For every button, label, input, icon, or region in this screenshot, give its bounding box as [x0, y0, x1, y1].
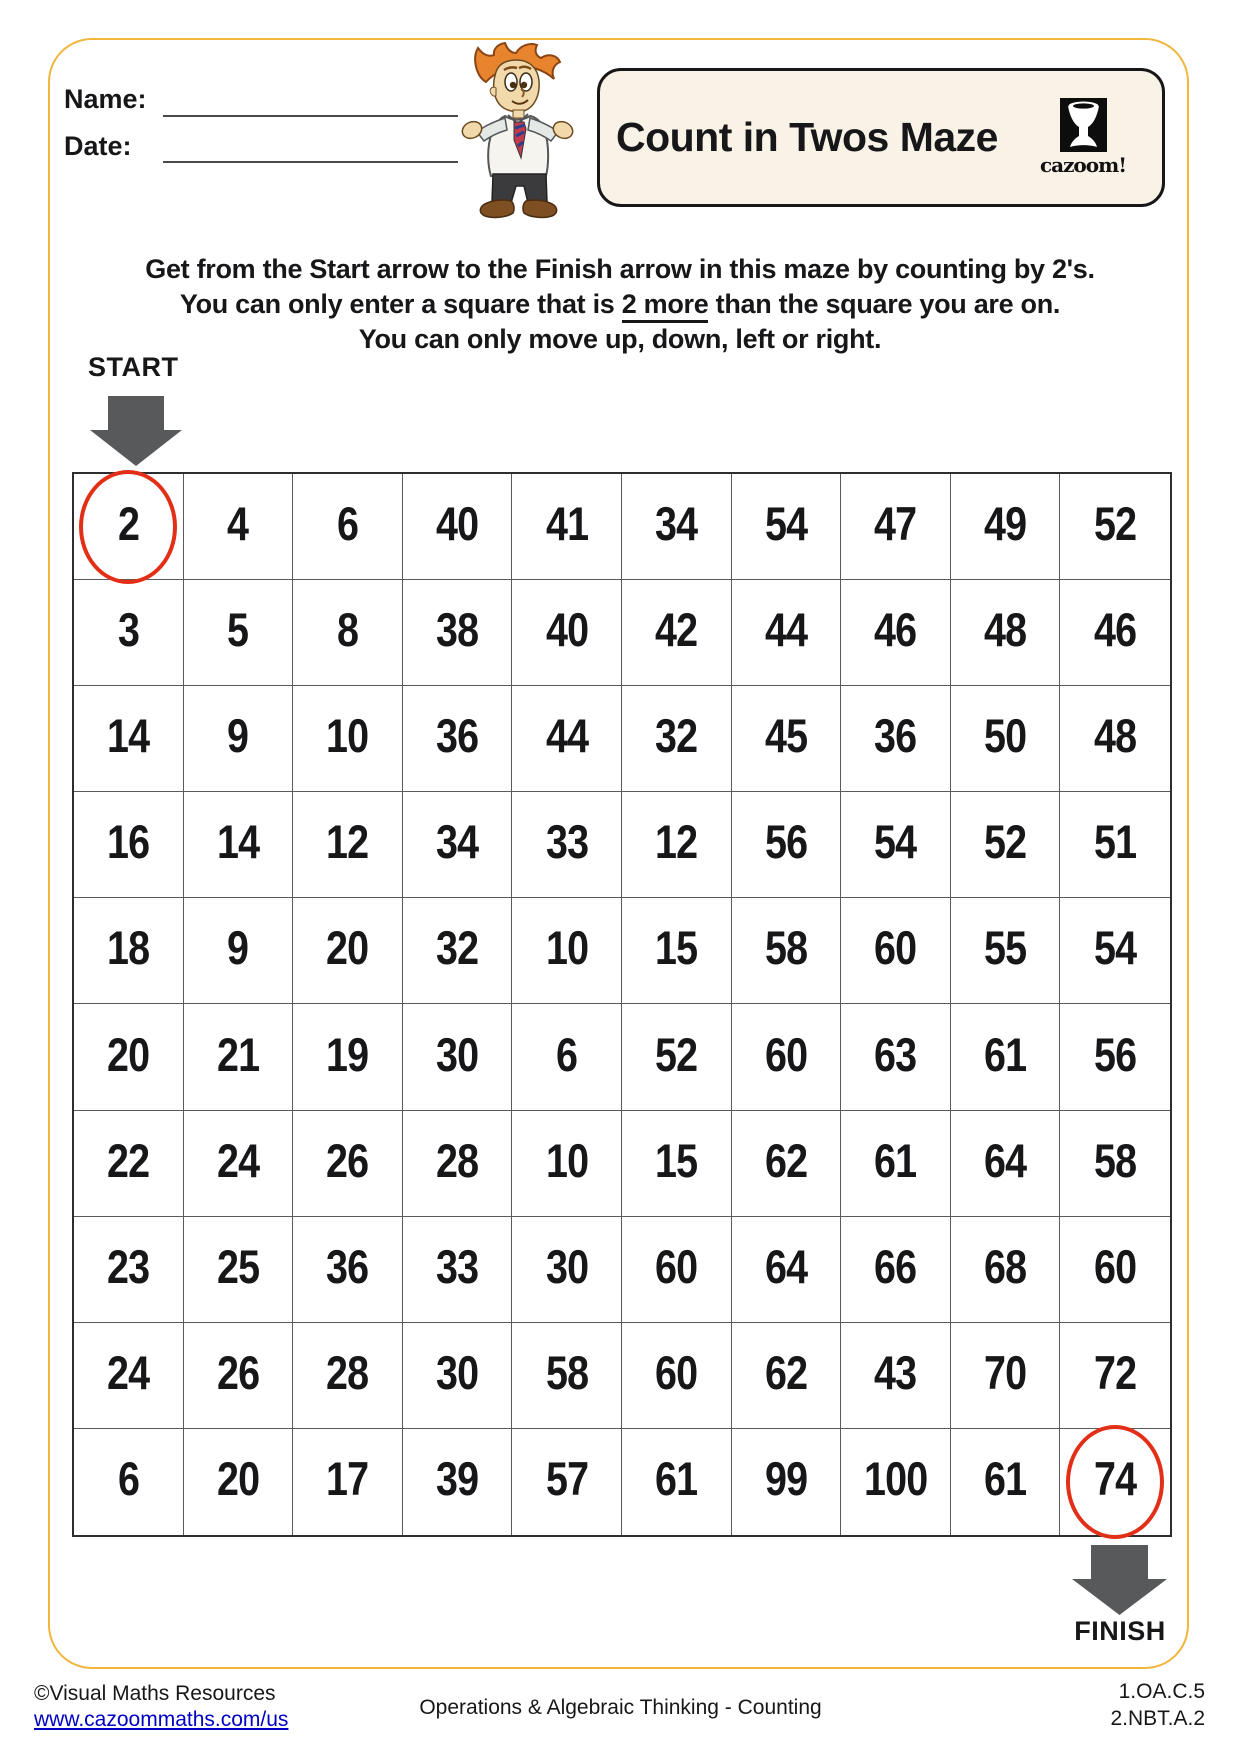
maze-cell-r10c4	[403, 1429, 513, 1535]
maze-cell-value: 30	[435, 1027, 479, 1081]
maze-cell-value: 39	[435, 1452, 479, 1506]
maze-cell-r9c4	[403, 1323, 513, 1429]
maze-cell-value: 30	[545, 1239, 588, 1293]
maze-cell-r6c3	[293, 1004, 403, 1110]
maze-cell-value: 40	[545, 603, 588, 657]
maze-cell-value: 18	[107, 921, 150, 975]
mascot-illustration	[458, 42, 583, 237]
instructions-line-2: You can only enter a square that is 2 more than the square you are on.	[70, 287, 1170, 322]
footer-url-link[interactable]: www.cazoommaths.com/us	[34, 1708, 289, 1731]
maze-cell-r5c4	[403, 898, 513, 1004]
maze-cell-r4c10	[1060, 792, 1170, 898]
maze-cell-value: 34	[435, 815, 479, 869]
maze-cell-r7c7	[732, 1111, 842, 1217]
maze-cell-r2c10	[1060, 580, 1170, 686]
maze-cell-r2c3	[293, 580, 403, 686]
maze-cell-value: 54	[1094, 921, 1137, 975]
maze-cell-r6c8	[841, 1004, 951, 1110]
maze-cell-value: 60	[1094, 1239, 1137, 1293]
maze-cell-r7c9	[951, 1111, 1061, 1217]
maze-cell-r7c8	[841, 1111, 951, 1217]
maze-cell-value: 34	[655, 497, 698, 551]
name-label: Name:	[64, 84, 147, 114]
instructions-line-1: Get from the Start arrow to the Finish arrow in this maze by counting by 2's.	[145, 254, 1095, 284]
maze-cell-r8c6	[622, 1217, 732, 1323]
cazoom-logo-text: cazoom!	[1039, 153, 1127, 177]
maze-cell-value: 51	[1094, 815, 1137, 869]
maze-cell-value: 46	[874, 603, 917, 657]
maze-cell-r1c4	[403, 474, 513, 580]
maze-cell-value: 60	[874, 921, 917, 975]
footer-standards	[1110, 1678, 1205, 1732]
maze-cell-r9c7	[732, 1323, 842, 1429]
maze-cell-value: 5	[227, 603, 249, 657]
maze-cell-value: 61	[655, 1452, 698, 1506]
maze-cell-r1c8	[841, 474, 951, 580]
maze-cell-r2c4	[403, 580, 513, 686]
maze-cell-value: 16	[107, 815, 150, 869]
maze-cell-r8c4	[403, 1217, 513, 1323]
maze-cell-value: 4	[227, 497, 249, 551]
maze-cell-value: 26	[326, 1133, 369, 1187]
maze-cell-r7c3	[293, 1111, 403, 1217]
maze-cell-r6c7	[732, 1004, 842, 1110]
maze-cell-r9c3	[293, 1323, 403, 1429]
maze-grid	[72, 472, 1172, 1537]
maze-cell-r10c1	[74, 1429, 184, 1535]
maze-cell-value: 61	[874, 1133, 917, 1187]
maze-cell-r2c9	[951, 580, 1061, 686]
maze-cell-value: 21	[216, 1027, 260, 1081]
maze-cell-value: 58	[545, 1345, 588, 1399]
maze-cell-value: 8	[336, 603, 359, 657]
maze-cell-r1c5	[512, 474, 622, 580]
maze-cell-value: 70	[983, 1345, 1027, 1399]
maze-cell-value: 24	[216, 1133, 260, 1187]
maze-cell-r9c10	[1060, 1323, 1170, 1429]
maze-cell-value: 57	[545, 1452, 588, 1506]
maze-cell-value: 60	[764, 1027, 808, 1081]
maze-cell-r5c3	[293, 898, 403, 1004]
maze-cell-r5c5	[512, 898, 622, 1004]
maze-cell-value: 46	[1094, 603, 1137, 657]
maze-cell-r10c6	[622, 1429, 732, 1535]
maze-cell-value: 20	[107, 1027, 150, 1081]
maze-cell-r1c10	[1060, 474, 1170, 580]
maze-cell-r5c10	[1060, 898, 1170, 1004]
maze-cell-r7c4	[403, 1111, 513, 1217]
maze-cell-value: 32	[655, 709, 698, 763]
maze-cell-r6c6	[622, 1004, 732, 1110]
maze-cell-r9c6	[622, 1323, 732, 1429]
maze-cell-r6c4	[403, 1004, 513, 1110]
maze-cell-r7c10	[1060, 1111, 1170, 1217]
maze-cell-r5c2	[184, 898, 294, 1004]
maze-cell-value: 99	[764, 1452, 808, 1506]
maze-cell-r3c7	[732, 686, 842, 792]
maze-cell-r6c1	[74, 1004, 184, 1110]
maze-cell-value: 20	[326, 921, 369, 975]
maze-cell-value: 17	[326, 1452, 369, 1506]
maze-cell-value: 43	[874, 1345, 917, 1399]
maze-cell-r8c1	[74, 1217, 184, 1323]
maze-cell-r9c1	[74, 1323, 184, 1429]
maze-cell-value: 45	[764, 709, 808, 763]
start-arrow-icon	[90, 396, 182, 471]
start-label: START	[88, 352, 179, 382]
maze-cell-value: 36	[874, 709, 917, 763]
maze-cell-value: 61	[983, 1027, 1027, 1081]
maze-cell-r3c1	[74, 686, 184, 792]
maze-cell-r7c5	[512, 1111, 622, 1217]
maze-cell-r7c1	[74, 1111, 184, 1217]
maze-cell-r5c7	[732, 898, 842, 1004]
maze-cell-value: 20	[216, 1452, 260, 1506]
maze-cell-r8c7	[732, 1217, 842, 1323]
maze-cell-r3c3	[293, 686, 403, 792]
maze-cell-r10c8	[841, 1429, 951, 1535]
maze-cell-value: 44	[545, 709, 588, 763]
maze-cell-value: 6	[117, 1452, 139, 1506]
maze-cell-value: 14	[107, 709, 150, 763]
maze-cell-value: 55	[983, 921, 1027, 975]
footer-copyright: ©Visual Maths Resources	[34, 1682, 276, 1705]
maze-cell-r5c1	[74, 898, 184, 1004]
maze-cell-value: 3	[117, 603, 139, 657]
maze-cell-value: 9	[227, 709, 249, 763]
maze-cell-value: 15	[655, 1133, 698, 1187]
maze-cell-value: 62	[764, 1345, 808, 1399]
maze-cell-value: 36	[326, 1239, 369, 1293]
maze-cell-r8c3	[293, 1217, 403, 1323]
maze-cell-value: 28	[435, 1133, 479, 1187]
maze-cell-r8c8	[841, 1217, 951, 1323]
maze-cell-r1c2	[184, 474, 294, 580]
maze-cell-value: 52	[1094, 497, 1137, 551]
maze-cell-r9c9	[951, 1323, 1061, 1429]
instructions	[70, 252, 1170, 357]
maze-cell-r4c8	[841, 792, 951, 898]
maze-cell-r5c6	[622, 898, 732, 1004]
maze-cell-r6c2	[184, 1004, 294, 1110]
standard-code: 1.OA.C.5	[1118, 1680, 1205, 1703]
maze-cell-value: 24	[107, 1345, 150, 1399]
maze-cell-value: 6	[336, 497, 359, 551]
maze-cell-value: 66	[874, 1239, 917, 1293]
maze-cell-r4c3	[293, 792, 403, 898]
maze-cell-r10c9	[951, 1429, 1061, 1535]
maze-cell-r7c6	[622, 1111, 732, 1217]
maze-cell-value: 10	[326, 709, 369, 763]
maze-cell-value: 58	[764, 921, 808, 975]
maze-cell-value: 19	[326, 1027, 369, 1081]
maze-cell-r6c10	[1060, 1004, 1170, 1110]
maze-cell-value: 14	[216, 815, 260, 869]
maze-cell-r2c6	[622, 580, 732, 686]
maze-cell-r3c2	[184, 686, 294, 792]
maze-cell-r2c5	[512, 580, 622, 686]
maze-cell-value: 25	[216, 1239, 260, 1293]
underlined-rule: 2 more	[622, 289, 709, 323]
maze-cell-r8c2	[184, 1217, 294, 1323]
maze-cell-value: 100	[863, 1452, 928, 1506]
maze-cell-r8c10	[1060, 1217, 1170, 1323]
maze-cell-value: 42	[655, 603, 698, 657]
maze-cell-r10c7	[732, 1429, 842, 1535]
standard-code: 2.NBT.A.2	[1110, 1707, 1205, 1730]
maze-cell-r1c9	[951, 474, 1061, 580]
maze-cell-r4c9	[951, 792, 1061, 898]
footer-topic: Operations & Algebraic Thinking - Counting	[419, 1696, 822, 1719]
maze-cell-r1c3	[293, 474, 403, 580]
maze-cell-r4c7	[732, 792, 842, 898]
maze-cell-r2c7	[732, 580, 842, 686]
maze-cell-value: 38	[435, 603, 479, 657]
maze-cell-value: 12	[326, 815, 369, 869]
maze-cell-r9c5	[512, 1323, 622, 1429]
maze-cell-r6c9	[951, 1004, 1061, 1110]
maze-cell-value: 61	[983, 1452, 1027, 1506]
maze-cell-r10c3	[293, 1429, 403, 1535]
djembe-drum-icon	[1060, 98, 1107, 152]
maze-cell-r9c2	[184, 1323, 294, 1429]
maze-cell-r3c8	[841, 686, 951, 792]
maze-cell-value: 74	[1094, 1452, 1137, 1506]
maze-cell-r2c2	[184, 580, 294, 686]
maze-cell-r1c1	[74, 474, 184, 580]
maze-cell-r2c8	[841, 580, 951, 686]
maze-cell-value: 36	[435, 709, 479, 763]
maze-cell-value: 40	[435, 497, 479, 551]
page-title: Count in Twos Maze	[615, 114, 998, 160]
maze-cell-r3c6	[622, 686, 732, 792]
maze-cell-value: 63	[874, 1027, 917, 1081]
maze-cell-r10c2	[184, 1429, 294, 1535]
maze-cell-value: 48	[983, 603, 1027, 657]
maze-cell-r3c9	[951, 686, 1061, 792]
maze-cell-r10c10	[1060, 1429, 1170, 1535]
maze-cell-value: 52	[983, 815, 1027, 869]
maze-cell-value: 72	[1094, 1345, 1137, 1399]
maze-cell-value: 33	[435, 1239, 479, 1293]
maze-cell-value: 15	[655, 921, 698, 975]
maze-cell-value: 10	[545, 1133, 588, 1187]
maze-cell-r8c9	[951, 1217, 1061, 1323]
maze-cell-value: 49	[983, 497, 1027, 551]
date-label: Date:	[64, 131, 132, 161]
maze-cell-value: 64	[764, 1239, 808, 1293]
maze-cell-r10c5	[512, 1429, 622, 1535]
cazoom-logo	[1028, 98, 1138, 177]
finish-label: FINISH	[1074, 1616, 1166, 1646]
title-box	[597, 68, 1165, 207]
maze-cell-value: 28	[326, 1345, 369, 1399]
maze-cell-value: 23	[107, 1239, 150, 1293]
maze-cell-r4c1	[74, 792, 184, 898]
maze-cell-value: 26	[216, 1345, 260, 1399]
maze-cell-r3c5	[512, 686, 622, 792]
maze-cell-value: 48	[1094, 709, 1137, 763]
maze-cell-value: 6	[556, 1027, 578, 1081]
maze-cell-value: 33	[545, 815, 588, 869]
maze-cell-r1c6	[622, 474, 732, 580]
maze-cell-value: 2	[117, 497, 139, 551]
maze-cell-value: 41	[545, 497, 588, 551]
maze-cell-r5c9	[951, 898, 1061, 1004]
maze-cell-value: 62	[764, 1133, 808, 1187]
maze-cell-r1c7	[732, 474, 842, 580]
maze-cell-value: 56	[1094, 1027, 1137, 1081]
maze-cell-r4c2	[184, 792, 294, 898]
maze-cell-value: 22	[107, 1133, 150, 1187]
maze-cell-value: 32	[435, 921, 479, 975]
maze-cell-value: 9	[227, 921, 249, 975]
maze-cell-value: 56	[764, 815, 808, 869]
maze-cell-value: 52	[655, 1027, 698, 1081]
maze-cell-value: 12	[655, 815, 698, 869]
maze-cell-r5c8	[841, 898, 951, 1004]
maze-cell-value: 47	[874, 497, 917, 551]
cartoon-boy-icon	[458, 42, 583, 232]
maze-cell-r2c1	[74, 580, 184, 686]
maze-cell-value: 60	[655, 1345, 698, 1399]
maze-cell-value: 30	[435, 1345, 479, 1399]
maze-cell-r7c2	[184, 1111, 294, 1217]
maze-cell-r6c5	[512, 1004, 622, 1110]
maze-cell-value: 10	[545, 921, 588, 975]
maze-cell-r4c6	[622, 792, 732, 898]
date-input-line[interactable]	[163, 161, 458, 163]
maze-cell-value: 64	[983, 1133, 1027, 1187]
instructions-line-3: You can only move up, down, left or right.	[358, 324, 882, 354]
maze-cell-value: 54	[874, 815, 917, 869]
maze-cell-r3c4	[403, 686, 513, 792]
maze-cell-r4c4	[403, 792, 513, 898]
maze-cell-r8c5	[512, 1217, 622, 1323]
maze-cell-value: 50	[983, 709, 1027, 763]
maze-cell-value: 58	[1094, 1133, 1137, 1187]
maze-cell-value: 54	[764, 497, 808, 551]
maze-cell-value: 68	[983, 1239, 1027, 1293]
maze-cell-r3c10	[1060, 686, 1170, 792]
finish-arrow-icon	[1072, 1545, 1167, 1620]
maze-cell-r4c5	[512, 792, 622, 898]
maze-cell-r9c8	[841, 1323, 951, 1429]
maze-cell-value: 44	[764, 603, 808, 657]
maze-cell-value: 60	[655, 1239, 698, 1293]
name-input-line[interactable]	[163, 115, 458, 117]
